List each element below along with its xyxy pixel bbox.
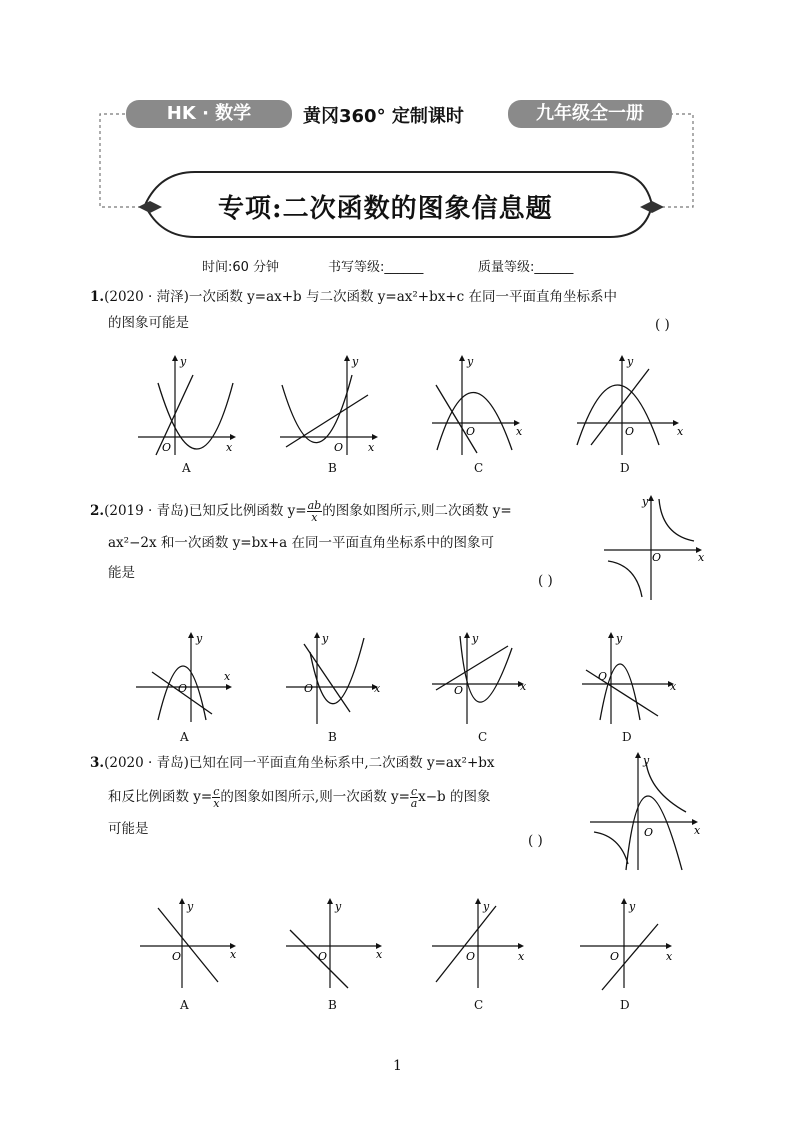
- q2-option-b-graph: [286, 632, 386, 724]
- svg-text:O: O: [466, 950, 476, 963]
- svg-text:x: x: [518, 950, 525, 963]
- q3-option-c-graph: [432, 898, 532, 990]
- svg-text:y: y: [483, 900, 490, 913]
- svg-text:x: x: [520, 680, 527, 693]
- question-2: [90, 498, 590, 586]
- q2-option-b-label: B: [328, 730, 337, 744]
- svg-text:x: x: [694, 824, 701, 837]
- question-text: 的图象可能是: [108, 315, 189, 331]
- q1-option-a-graph: [138, 355, 238, 455]
- question-text: (2020 · 菏泽)一次函数 y=ax+b 与二次函数 y=ax²+bx+c 在同一平面直角坐标系中: [104, 289, 618, 305]
- answer-bracket: ( ): [655, 317, 670, 333]
- question-3: [90, 750, 590, 842]
- question-text: ax²−2x 和一次函数 y=bx+a 在同一平面直角坐标系中的图象可: [108, 535, 495, 551]
- svg-text:y: y: [352, 355, 359, 368]
- question-1: [90, 284, 710, 336]
- svg-text:x: x: [666, 950, 673, 963]
- q2-option-d-graph: [582, 632, 682, 724]
- question-number: 2.: [90, 503, 105, 519]
- subject-pill: HK · 数学: [126, 100, 292, 128]
- question-number: 3.: [90, 755, 105, 771]
- question-text: (2020 · 青岛)已知在同一平面直角坐标系中,二次函数 y=ax²+bx: [104, 755, 495, 771]
- question-text: 和反比例函数 y=: [108, 789, 213, 805]
- svg-text:y: y: [187, 900, 194, 913]
- svg-text:O: O: [304, 682, 314, 695]
- question-text: 能是: [108, 565, 135, 581]
- svg-text:y: y: [335, 900, 342, 913]
- q3-option-d-graph: [580, 898, 680, 990]
- svg-text:O: O: [178, 682, 188, 695]
- question-text: (2019 · 青岛)已知反比例函数 y=: [104, 503, 307, 519]
- question-text: 的图象如图所示,则一次函数 y=: [220, 789, 410, 805]
- fraction: $\frac{c}{a}$: [410, 785, 418, 810]
- q2-option-c-graph: [432, 632, 532, 724]
- svg-text:O: O: [625, 425, 635, 438]
- svg-text:O: O: [172, 950, 182, 963]
- series-title: 黄冈360° 定制课时: [303, 106, 464, 127]
- q2-option-d-label: D: [622, 730, 632, 744]
- q3-option-c-label: C: [474, 998, 484, 1012]
- svg-text:x: x: [368, 441, 375, 454]
- q1-option-d-label: D: [620, 461, 630, 475]
- svg-text:x: x: [698, 551, 705, 564]
- q1-option-c-label: C: [474, 461, 484, 475]
- q3-option-a-label: A: [180, 998, 189, 1012]
- svg-text:x: x: [230, 948, 237, 961]
- quality-grade: 质量等级:______: [478, 260, 574, 275]
- svg-text:x: x: [226, 441, 233, 454]
- q1-option-c-graph: [432, 355, 532, 455]
- svg-text:y: y: [616, 632, 623, 645]
- question-text: 可能是: [108, 821, 149, 837]
- svg-text:y: y: [627, 355, 634, 368]
- grade-pill: 九年级全一册: [508, 100, 672, 128]
- q2-option-a-label: A: [180, 730, 189, 744]
- svg-text:y: y: [322, 632, 329, 645]
- q3-reference-graph: [590, 752, 705, 870]
- q3-option-b-label: B: [328, 998, 337, 1012]
- svg-text:x: x: [374, 682, 381, 695]
- question-number: 1.: [90, 289, 105, 305]
- q1-option-b-label: B: [328, 461, 337, 475]
- q3-option-a-graph: [140, 898, 240, 990]
- svg-text:O: O: [652, 551, 662, 564]
- q2-reference-graph: [604, 495, 709, 605]
- svg-text:y: y: [467, 355, 474, 368]
- svg-text:y: y: [196, 632, 203, 645]
- svg-text:x: x: [376, 948, 383, 961]
- svg-text:O: O: [598, 670, 608, 683]
- svg-text:O: O: [610, 950, 620, 963]
- svg-text:O: O: [162, 441, 172, 454]
- question-text: x−b 的图象: [418, 789, 491, 805]
- svg-text:x: x: [224, 670, 231, 683]
- q1-option-d-graph: [577, 355, 687, 455]
- page-title: 专项:二次函数的图象信息题: [218, 194, 553, 224]
- svg-text:y: y: [643, 754, 650, 767]
- q3-option-d-label: D: [620, 998, 630, 1012]
- svg-text:x: x: [670, 680, 677, 693]
- svg-text:y: y: [180, 355, 187, 368]
- q1-option-b-graph: [280, 355, 380, 455]
- fraction: $\frac{ab}{x}$: [307, 499, 322, 524]
- q3-option-b-graph: [286, 898, 386, 990]
- svg-text:y: y: [472, 632, 479, 645]
- svg-text:O: O: [466, 425, 476, 438]
- time-info: 时间:60 分钟: [202, 260, 280, 275]
- svg-text:x: x: [677, 425, 684, 438]
- writing-grade: 书写等级:______: [328, 260, 424, 275]
- svg-text:x: x: [516, 425, 523, 438]
- svg-text:y: y: [642, 495, 649, 508]
- svg-text:O: O: [454, 684, 464, 697]
- answer-bracket: ( ): [538, 573, 553, 589]
- answer-bracket: ( ): [528, 833, 543, 849]
- fraction: $\frac{c}{x}$: [213, 785, 220, 810]
- q1-option-a-label: A: [182, 461, 191, 475]
- q2-option-c-label: C: [478, 730, 488, 744]
- svg-text:O: O: [644, 826, 654, 839]
- page-number: 1: [393, 1058, 402, 1074]
- q2-option-a-graph: [136, 632, 236, 722]
- svg-text:y: y: [629, 900, 636, 913]
- svg-text:O: O: [318, 950, 328, 963]
- question-text: 的图象如图所示,则二次函数 y=: [322, 503, 512, 519]
- svg-text:O: O: [334, 441, 344, 454]
